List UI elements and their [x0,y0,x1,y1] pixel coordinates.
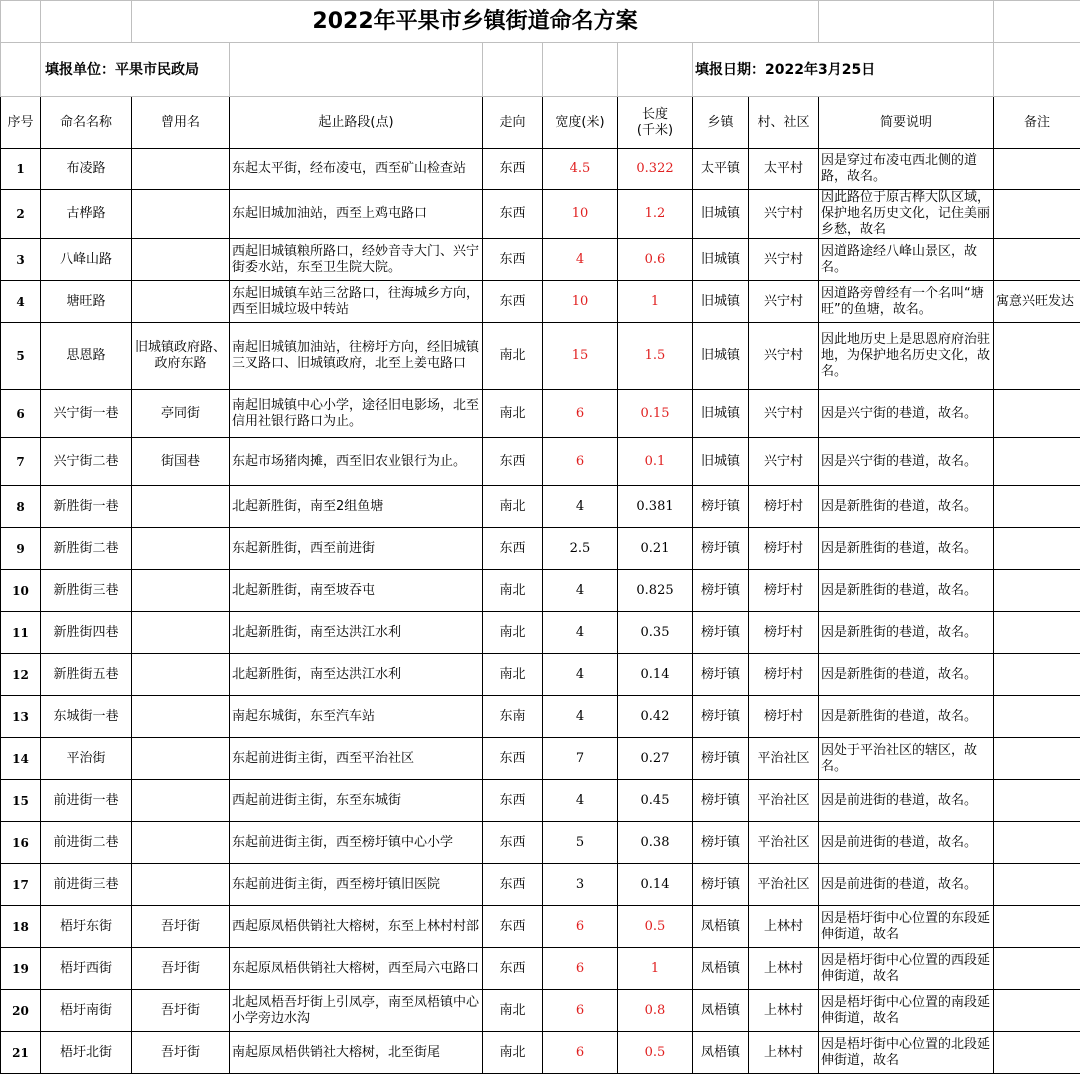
town-cell: 凤梧镇 [693,948,749,990]
width-cell: 4.5 [543,149,618,190]
row-number-cell: 4 [1,281,41,323]
road-name-cell: 梧圩东街 [41,906,132,948]
former-name-cell: 旧城镇政府路、政府东路 [132,323,230,390]
village-cell: 兴宁村 [749,438,819,486]
road-range-cell: 东起市场猪肉摊，西至旧农业银行为止。 [230,438,483,486]
width-cell: 6 [543,438,618,486]
width-cell: 7 [543,738,618,780]
length-cell: 0.14 [618,864,693,906]
table-row [1,948,1080,990]
note-cell [994,190,1080,239]
width-cell: 4 [543,239,618,281]
length-cell: 0.27 [618,738,693,780]
town-cell: 榜圩镇 [693,654,749,696]
row-number-cell: 6 [1,390,41,438]
note-cell [994,906,1080,948]
description-cell: 因是新胜街的巷道，故名。 [819,528,994,570]
row-number-cell: 16 [1,822,41,864]
description-cell: 因是梧圩街中心位置的北段延伸街道，故名 [819,1032,994,1074]
road-range-cell: 西起旧城镇粮所路口，经妙音寺大门、兴宁街委水站，东至卫生院大院。 [230,239,483,281]
row-number-cell: 11 [1,612,41,654]
row-number-cell: 1 [1,149,41,190]
description-cell: 因是新胜街的巷道，故名。 [819,486,994,528]
former-name-cell: 吾圩街 [132,990,230,1032]
description-cell: 因此路位于原古桦大队区域，保护地名历史文化，记住美丽乡愁，故名 [819,190,994,239]
width-cell: 6 [543,948,618,990]
road-name-cell: 前进街三巷 [41,864,132,906]
road-range-cell: 北起新胜街，南至达洪江水利 [230,654,483,696]
length-cell: 0.1 [618,438,693,486]
road-name-cell: 前进街二巷 [41,822,132,864]
town-cell: 旧城镇 [693,190,749,239]
width-cell: 3 [543,864,618,906]
note-cell [994,570,1080,612]
village-cell: 兴宁村 [749,323,819,390]
village-cell: 平治社区 [749,738,819,780]
village-cell: 平治社区 [749,822,819,864]
village-cell: 榜圩村 [749,654,819,696]
town-cell: 旧城镇 [693,281,749,323]
direction-cell: 东西 [483,948,543,990]
town-cell: 榜圩镇 [693,612,749,654]
road-name-cell: 新胜街一巷 [41,486,132,528]
row-number-cell: 8 [1,486,41,528]
former-name-cell [132,239,230,281]
road-name-cell: 新胜街三巷 [41,570,132,612]
description-cell: 因是新胜街的巷道，故名。 [819,570,994,612]
report-date: 填报日期：2022年3月25日 [693,43,994,97]
village-cell: 兴宁村 [749,281,819,323]
header-width: 宽度(米) [543,97,618,149]
table-row [1,390,1080,438]
town-cell: 榜圩镇 [693,696,749,738]
row-number-cell: 21 [1,1032,41,1074]
row-number-cell: 3 [1,239,41,281]
width-cell: 4 [543,780,618,822]
row-number-cell: 12 [1,654,41,696]
village-cell: 平治社区 [749,864,819,906]
note-cell [994,822,1080,864]
width-cell: 5 [543,822,618,864]
row-number-cell: 2 [1,190,41,239]
length-cell: 0.825 [618,570,693,612]
row-number-cell: 20 [1,990,41,1032]
town-cell: 旧城镇 [693,239,749,281]
village-cell: 上林村 [749,948,819,990]
header-town: 乡镇 [693,97,749,149]
table-row [1,696,1080,738]
length-cell: 1 [618,948,693,990]
town-cell: 榜圩镇 [693,486,749,528]
road-range-cell: 南起旧城镇加油站，往榜圩方向，经旧城镇三叉路口、旧城镇政府，北至上姜屯路口 [230,323,483,390]
direction-cell: 南北 [483,654,543,696]
road-name-cell: 兴宁街一巷 [41,390,132,438]
header-note: 备注 [994,97,1080,149]
description-cell: 因道路途经八峰山景区，故名。 [819,239,994,281]
town-cell: 旧城镇 [693,323,749,390]
table-row [1,990,1080,1032]
former-name-cell [132,654,230,696]
description-cell: 因是新胜街的巷道，故名。 [819,654,994,696]
village-cell: 榜圩村 [749,486,819,528]
road-name-cell: 新胜街五巷 [41,654,132,696]
row-number-cell: 15 [1,780,41,822]
former-name-cell [132,570,230,612]
table-row [1,1032,1080,1074]
report-unit: 填报单位：平果市民政局 [41,43,230,97]
direction-cell: 东西 [483,528,543,570]
table-row [1,239,1080,281]
former-name-cell [132,864,230,906]
road-range-cell: 北起凤梧吾圩街上引凤亭，南至凤梧镇中心小学旁边水沟 [230,990,483,1032]
row-number-cell: 17 [1,864,41,906]
road-name-cell: 思恩路 [41,323,132,390]
row-number-cell: 5 [1,323,41,390]
width-cell: 6 [543,1032,618,1074]
road-name-cell: 新胜街四巷 [41,612,132,654]
note-cell [994,438,1080,486]
village-cell: 上林村 [749,906,819,948]
length-cell: 0.21 [618,528,693,570]
former-name-cell [132,281,230,323]
note-cell [994,486,1080,528]
direction-cell: 东西 [483,906,543,948]
note-cell [994,696,1080,738]
title-row [1,1,1080,43]
length-cell: 0.38 [618,822,693,864]
table-row [1,864,1080,906]
road-range-cell: 东起旧城加油站，西至上鸡屯路口 [230,190,483,239]
road-name-cell: 平治街 [41,738,132,780]
road-name-cell: 梧圩北街 [41,1032,132,1074]
row-number-cell: 14 [1,738,41,780]
road-range-cell: 东起前进街主街，西至榜圩镇旧医院 [230,864,483,906]
note-cell [994,323,1080,390]
table-row [1,486,1080,528]
table-row [1,738,1080,780]
width-cell: 6 [543,906,618,948]
former-name-cell [132,780,230,822]
length-cell: 0.8 [618,990,693,1032]
town-cell: 榜圩镇 [693,780,749,822]
town-cell: 榜圩镇 [693,738,749,780]
row-number-cell: 10 [1,570,41,612]
road-range-cell: 东起前进街主街，西至榜圩镇中心小学 [230,822,483,864]
header-seq: 序号 [1,97,41,149]
road-name-cell: 梧圩南街 [41,990,132,1032]
note-cell [994,780,1080,822]
road-range-cell: 东起前进街主街，西至平治社区 [230,738,483,780]
direction-cell: 东西 [483,149,543,190]
description-cell: 因是梧圩街中心位置的西段延伸街道，故名 [819,948,994,990]
town-cell: 榜圩镇 [693,528,749,570]
town-cell: 太平镇 [693,149,749,190]
table-row [1,323,1080,390]
note-cell: 寓意兴旺发达 [994,281,1080,323]
note-cell [994,612,1080,654]
road-range-cell: 北起新胜街，南至2组鱼塘 [230,486,483,528]
town-cell: 榜圩镇 [693,864,749,906]
table-row [1,281,1080,323]
length-cell: 0.42 [618,696,693,738]
road-name-cell: 古桦路 [41,190,132,239]
direction-cell: 南北 [483,990,543,1032]
meta-row [1,43,1080,97]
row-number-cell: 19 [1,948,41,990]
description-cell: 因是穿过布凌屯西北侧的道路，故名。 [819,149,994,190]
village-cell: 榜圩村 [749,528,819,570]
length-cell: 0.6 [618,239,693,281]
width-cell: 4 [543,612,618,654]
former-name-cell: 街国巷 [132,438,230,486]
direction-cell: 南北 [483,570,543,612]
village-cell: 榜圩村 [749,570,819,612]
description-cell: 因是新胜街的巷道，故名。 [819,696,994,738]
table-row [1,438,1080,486]
note-cell [994,390,1080,438]
width-cell: 6 [543,390,618,438]
direction-cell: 东南 [483,696,543,738]
town-cell: 旧城镇 [693,438,749,486]
description-cell: 因是梧圩街中心位置的东段延伸街道，故名 [819,906,994,948]
village-cell: 上林村 [749,990,819,1032]
road-range-cell: 北起新胜街，南至坡吞屯 [230,570,483,612]
length-cell: 1 [618,281,693,323]
direction-cell: 南北 [483,390,543,438]
direction-cell: 东西 [483,190,543,239]
village-cell: 兴宁村 [749,239,819,281]
town-cell: 凤梧镇 [693,990,749,1032]
description-cell: 因是兴宁街的巷道，故名。 [819,438,994,486]
width-cell: 15 [543,323,618,390]
width-cell: 10 [543,190,618,239]
direction-cell: 东西 [483,780,543,822]
direction-cell: 东西 [483,239,543,281]
length-cell: 0.322 [618,149,693,190]
village-cell: 榜圩村 [749,612,819,654]
length-cell: 0.5 [618,1032,693,1074]
length-cell: 1.2 [618,190,693,239]
direction-cell: 东西 [483,738,543,780]
description-cell: 因此地历史上是思恩府府治驻地，为保护地名历史文化，故名。 [819,323,994,390]
former-name-cell: 吾圩街 [132,1032,230,1074]
former-name-cell: 吾圩街 [132,948,230,990]
header-length: 长度 (千米) [618,97,693,149]
description-cell: 因是兴宁街的巷道，故名。 [819,390,994,438]
direction-cell: 东西 [483,438,543,486]
direction-cell: 东西 [483,864,543,906]
description-cell: 因道路旁曾经有一个名叫“塘旺”的鱼塘，故名。 [819,281,994,323]
note-cell [994,864,1080,906]
direction-cell: 南北 [483,323,543,390]
length-cell: 0.14 [618,654,693,696]
description-cell: 因处于平治社区的辖区，故名。 [819,738,994,780]
village-cell: 兴宁村 [749,390,819,438]
note-cell [994,948,1080,990]
row-number-cell: 7 [1,438,41,486]
table-row [1,780,1080,822]
length-cell: 0.15 [618,390,693,438]
former-name-cell [132,486,230,528]
length-cell: 1.5 [618,323,693,390]
town-cell: 凤梧镇 [693,906,749,948]
table-row [1,654,1080,696]
road-name-cell: 兴宁街二巷 [41,438,132,486]
road-name-cell: 塘旺路 [41,281,132,323]
former-name-cell [132,612,230,654]
width-cell: 4 [543,486,618,528]
road-name-cell: 新胜街二巷 [41,528,132,570]
width-cell: 6 [543,990,618,1032]
road-name-cell: 八峰山路 [41,239,132,281]
village-cell: 榜圩村 [749,696,819,738]
length-cell: 0.45 [618,780,693,822]
road-range-cell: 南起原凤梧供销社大榕树，北至街尾 [230,1032,483,1074]
road-name-cell: 布凌路 [41,149,132,190]
width-cell: 4 [543,570,618,612]
road-range-cell: 西起前进街主街，东至东城街 [230,780,483,822]
note-cell [994,1032,1080,1074]
village-cell: 平治社区 [749,780,819,822]
table-row [1,149,1080,190]
road-range-cell: 东起新胜街，西至前进街 [230,528,483,570]
header-description: 简要说明 [819,97,994,149]
former-name-cell [132,696,230,738]
road-range-cell: 北起新胜街，南至达洪江水利 [230,612,483,654]
former-name-cell [132,738,230,780]
road-range-cell: 东起旧城镇车站三岔路口，往海城乡方向，西至旧城垃圾中转站 [230,281,483,323]
former-name-cell [132,822,230,864]
width-cell: 2.5 [543,528,618,570]
town-cell: 榜圩镇 [693,570,749,612]
direction-cell: 东西 [483,822,543,864]
town-cell: 凤梧镇 [693,1032,749,1074]
note-cell [994,738,1080,780]
row-number-cell: 9 [1,528,41,570]
direction-cell: 南北 [483,1032,543,1074]
direction-cell: 东西 [483,281,543,323]
width-cell: 4 [543,654,618,696]
header-former-name: 曾用名 [132,97,230,149]
village-cell: 太平村 [749,149,819,190]
former-name-cell [132,190,230,239]
table-row [1,570,1080,612]
table-row [1,612,1080,654]
description-cell: 因是前进街的巷道，故名。 [819,780,994,822]
table-row [1,528,1080,570]
village-cell: 兴宁村 [749,190,819,239]
road-name-cell: 东城街一巷 [41,696,132,738]
table-body [1,149,1080,1074]
note-cell [994,149,1080,190]
former-name-cell [132,528,230,570]
note-cell [994,239,1080,281]
header-village: 村、社区 [749,97,819,149]
town-cell: 旧城镇 [693,390,749,438]
description-cell: 因是梧圩街中心位置的南段延伸街道，故名 [819,990,994,1032]
table-row [1,906,1080,948]
length-cell: 0.5 [618,906,693,948]
former-name-cell: 吾圩街 [132,906,230,948]
page-title: 2022年平果市乡镇街道命名方案 [132,1,819,43]
header-row [1,97,1080,149]
description-cell: 因是前进街的巷道，故名。 [819,864,994,906]
road-range-cell: 西起原凤梧供销社大榕树，东至上林村村部 [230,906,483,948]
direction-cell: 南北 [483,486,543,528]
road-range-cell: 东起太平街，经布凌屯，西至矿山检查站 [230,149,483,190]
note-cell [994,528,1080,570]
row-number-cell: 18 [1,906,41,948]
row-number-cell: 13 [1,696,41,738]
road-name-cell: 前进街一巷 [41,780,132,822]
village-cell: 上林村 [749,1032,819,1074]
description-cell: 因是前进街的巷道，故名。 [819,822,994,864]
table-row [1,190,1080,239]
direction-cell: 南北 [483,612,543,654]
width-cell: 4 [543,696,618,738]
description-cell: 因是新胜街的巷道，故名。 [819,612,994,654]
table-row [1,822,1080,864]
width-cell: 10 [543,281,618,323]
length-cell: 0.381 [618,486,693,528]
header-range: 起止路段(点) [230,97,483,149]
note-cell [994,654,1080,696]
road-name-cell: 梧圩西街 [41,948,132,990]
note-cell [994,990,1080,1032]
former-name-cell: 亭同街 [132,390,230,438]
town-cell: 榜圩镇 [693,822,749,864]
former-name-cell [132,149,230,190]
road-range-cell: 东起原凤梧供销社大榕树，西至局六屯路口 [230,948,483,990]
road-range-cell: 南起旧城镇中心小学，途径旧电影场，北至信用社银行路口为止。 [230,390,483,438]
header-name: 命名名称 [41,97,132,149]
length-cell: 0.35 [618,612,693,654]
road-range-cell: 南起东城街，东至汽车站 [230,696,483,738]
header-direction: 走向 [483,97,543,149]
